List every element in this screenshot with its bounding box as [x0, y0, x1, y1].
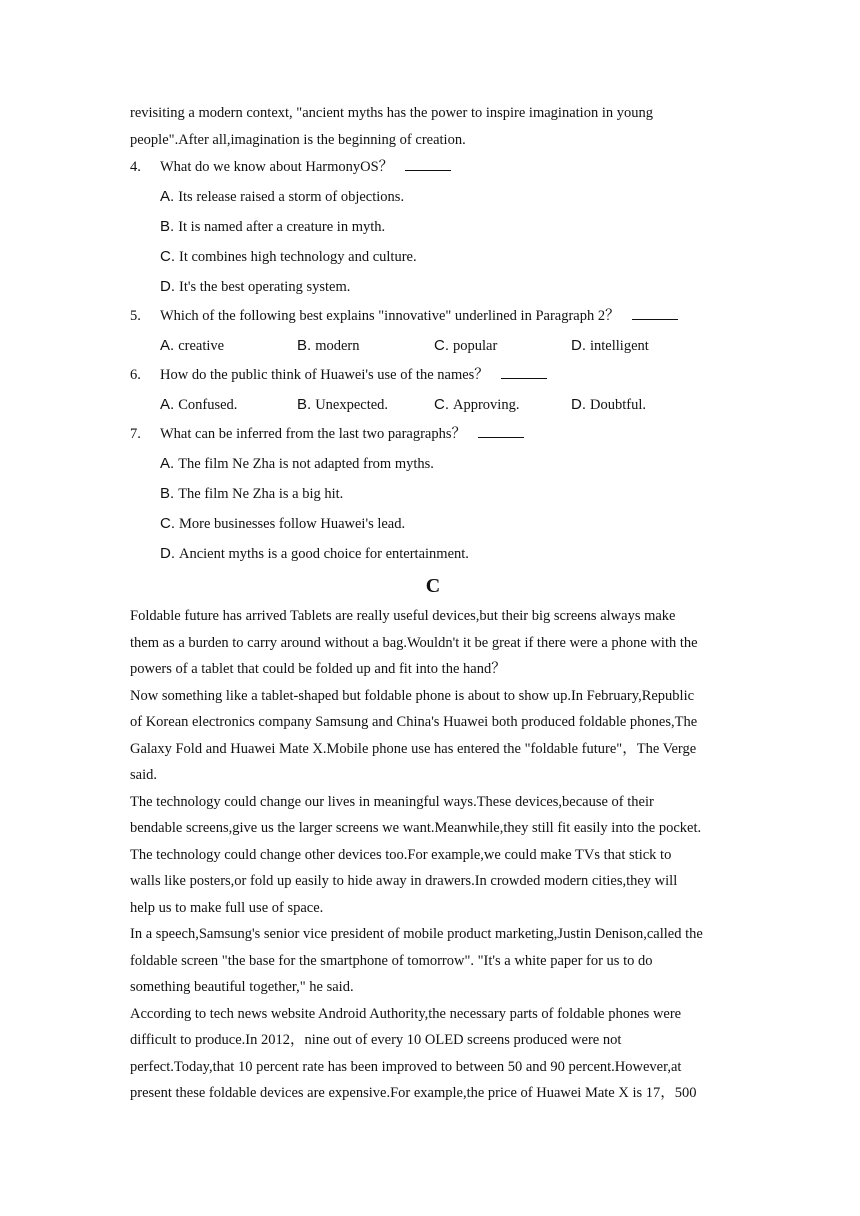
passage-line: said. [130, 767, 157, 783]
option-b[interactable]: B. The film Ne Zha is a big hit. [160, 485, 344, 502]
option-c[interactable]: C. It combines high technology and culture. [160, 248, 417, 265]
intro-line: people".After all,imagination is the beginning of creation. [130, 131, 466, 148]
passage-line: something beautiful together," he said. [130, 979, 354, 995]
question-text: What do we know about HarmonyOS？ [160, 153, 451, 182]
passage-line: walls like posters,or fold up easily to hide away in drawers.In crowded modern cities,they will [130, 873, 678, 889]
passage-line: bendable screens,give us the larger screens we want.Meanwhile,they still fit easily into the pocket. [130, 820, 702, 836]
question-7 [130, 420, 736, 569]
passage-line: powers of a tablet that could be folded up and fit into the hand？ [130, 661, 506, 677]
passage-line: The technology could change our lives in meaningful ways.These devices,because of their [130, 793, 654, 810]
option-b[interactable]: B. Unexpected. [297, 396, 389, 413]
section-title: C [425, 575, 441, 597]
question-text: Which of the following best explains "innovative" underlined in Paragraph 2？ [160, 302, 678, 331]
passage-c [130, 603, 736, 1107]
option-a[interactable]: A. Its release raised a storm of objections. [160, 188, 405, 205]
option-c[interactable]: C. More businesses follow Huawei's lead. [160, 515, 406, 532]
option-a[interactable]: A. Confused. [160, 396, 238, 413]
passage-line: difficult to produce.In 2012，nine out of every 10 OLED screens produced were not [130, 1032, 622, 1048]
option-c[interactable]: C. popular [434, 337, 498, 354]
passage-line: In a speech,Samsung's senior vice president of mobile product marketing,Justin Denison,called the [130, 926, 703, 942]
question-number: 7. [130, 426, 141, 442]
option-a[interactable]: A. creative [160, 337, 225, 354]
passage-line: Galaxy Fold and Huawei Mate X.Mobile phone use has entered the "foldable future"，The Verge [130, 740, 697, 757]
passage-line: them as a burden to carry around without a bag.Wouldn't it be great if there were a phone with the [130, 634, 698, 651]
intro-line: revisiting a modern context, "ancient myths has the power to inspire imagination in young [130, 105, 653, 121]
passage-line: The technology could change other devices too.For example,we could make TVs that stick to [130, 846, 672, 863]
option-a[interactable]: A. The film Ne Zha is not adapted from myths. [160, 455, 434, 472]
document-page [130, 100, 736, 1107]
option-b[interactable]: B. modern [297, 337, 360, 354]
passage-line: Foldable future has arrived Tablets are really useful devices,but their big screens always make [130, 608, 676, 624]
option-c[interactable]: C. Approving. [434, 396, 520, 413]
passage-line: According to tech news website Android Authority,the necessary parts of foldable phones were [130, 1005, 682, 1022]
answer-blank[interactable] [478, 423, 524, 438]
option-d[interactable]: D. It's the best operating system. [160, 278, 351, 295]
question-number: 6. [130, 367, 141, 383]
passage-line: help us to make full use of space. [130, 899, 324, 916]
passage-line: foldable screen "the base for the smartphone of tomorrow". "It's a white paper for us to do [130, 952, 653, 969]
option-d[interactable]: D. Doubtful. [571, 396, 646, 413]
question-text: What can be inferred from the last two paragraphs？ [160, 420, 524, 449]
question-number: 5. [130, 308, 141, 324]
option-d[interactable]: D. intelligent [571, 337, 649, 354]
question-4 [130, 153, 736, 302]
intro-paragraph [130, 100, 736, 153]
passage-line: perfect.Today,that 10 percent rate has been improved to between 50 and 90 percent.However,at [130, 1058, 682, 1075]
question-text: How do the public think of Huawei's use of the names？ [160, 361, 547, 390]
answer-blank[interactable] [405, 156, 451, 171]
passage-line: present these foldable devices are expensive.For example,the price of Huawei Mate X is 17，500 [130, 1085, 697, 1101]
option-b[interactable]: B. It is named after a creature in myth. [160, 218, 386, 235]
option-d[interactable]: D. Ancient myths is a good choice for entertainment. [160, 545, 469, 562]
question-5 [130, 302, 736, 361]
question-6 [130, 361, 736, 420]
answer-blank[interactable] [632, 305, 678, 320]
passage-line: of Korean electronics company Samsung and China's Huawei both produced foldable phones,The [130, 714, 698, 730]
passage-line: Now something like a tablet-shaped but foldable phone is about to show up.In February,Republic [130, 687, 695, 704]
question-number: 4. [130, 159, 141, 175]
answer-blank[interactable] [501, 364, 547, 379]
